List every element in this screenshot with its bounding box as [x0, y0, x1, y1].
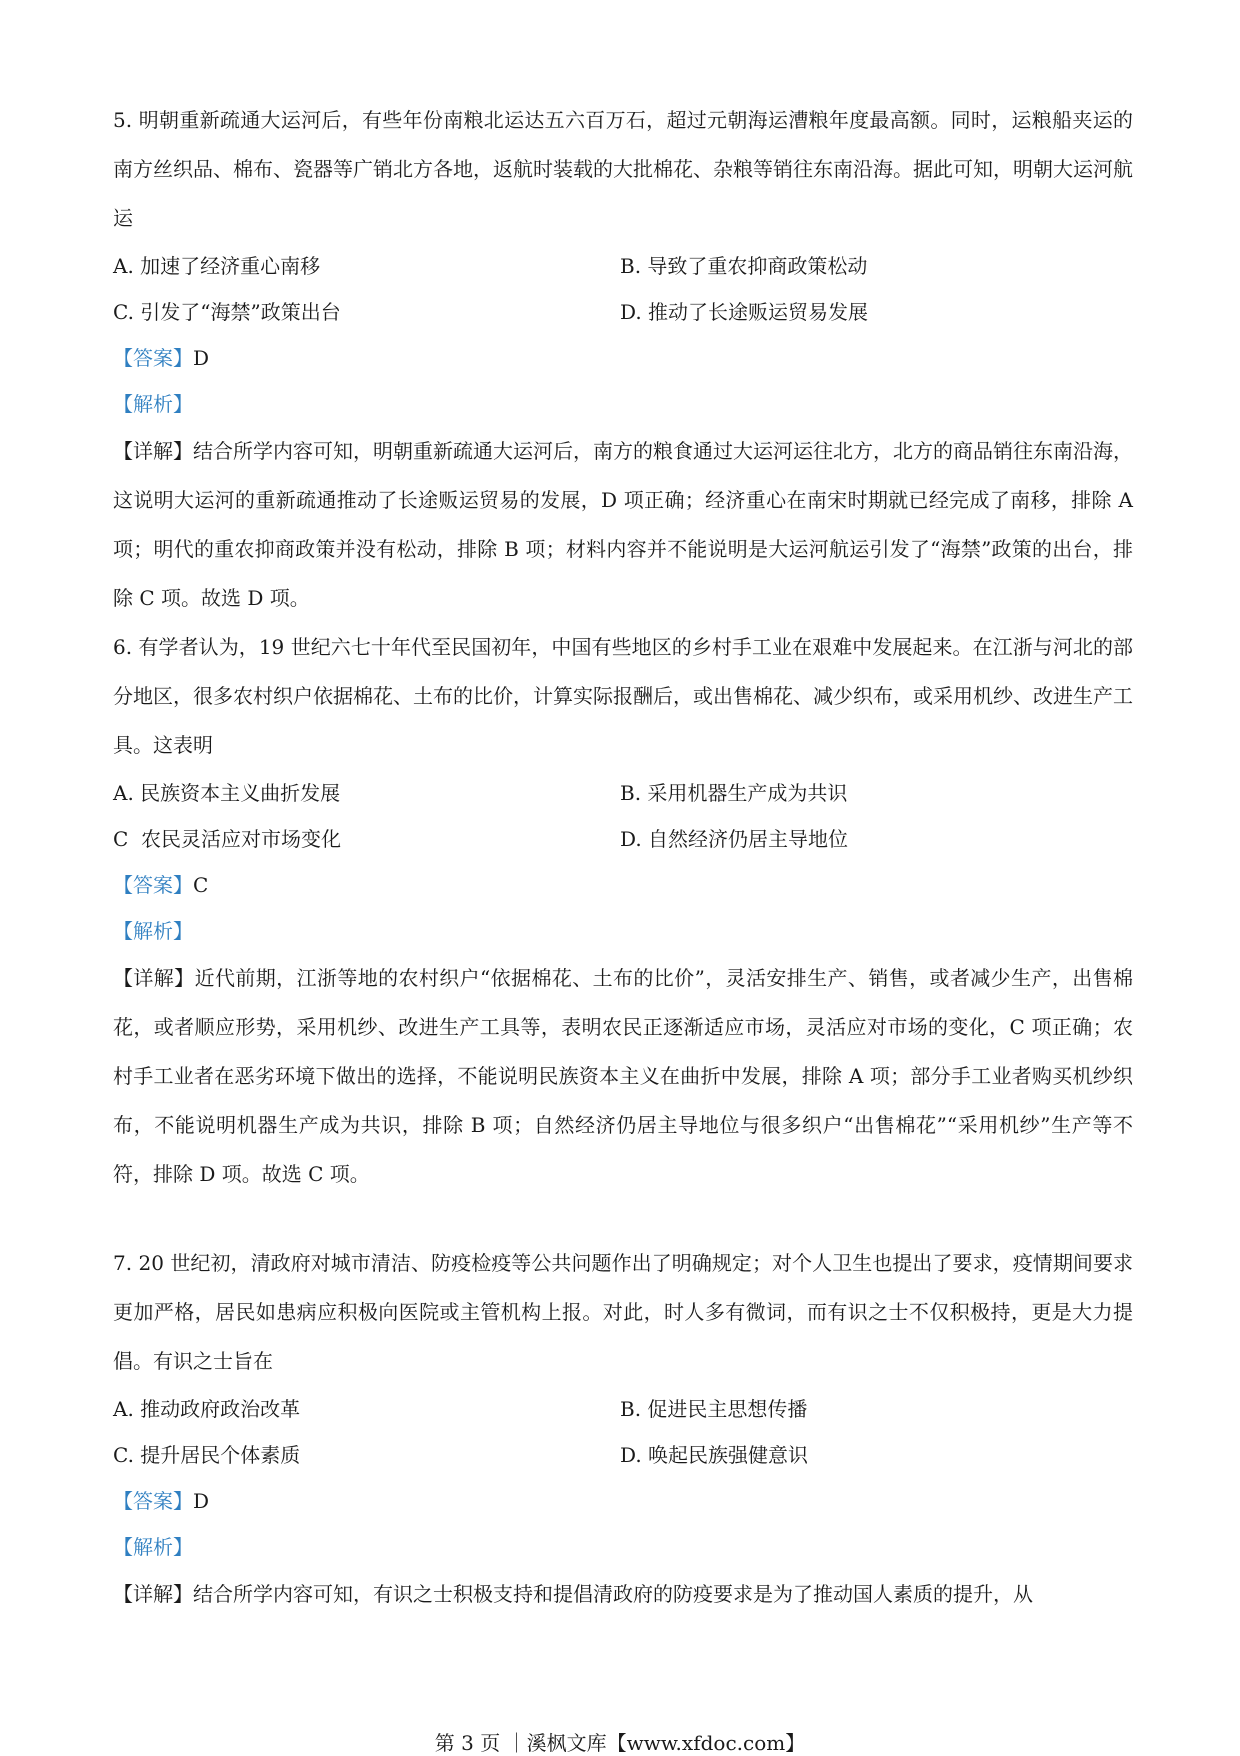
question-7-option-a: A. 推动政府政治改革 — [113, 1397, 301, 1421]
question-7-stem: 7. 20 世纪初，清政府对城市清洁、防疫检疫等公共问题作出了明确规定；对个人卫生也提出了要求，疫情期间要求更加严格，居民如患病应积极向医院或主管机构上报。对此，时人多有微词，而有识之士不仅积极持，更是大力提倡。有识之士旨在 — [113, 1251, 1133, 1373]
question-6-options-row-1 — [113, 770, 1133, 816]
answer-value: C — [193, 873, 209, 897]
question-7-option-d: D. 唤起民族强健意识 — [620, 1443, 809, 1467]
question-7-analysis — [113, 1524, 1133, 1570]
question-6-answer — [113, 862, 1133, 908]
page-footer: 第 3 页 ｜溪枫文库【www.xfdoc.com】 — [434, 1731, 806, 1755]
section-gap — [113, 1199, 1133, 1239]
detail-tag: 【详解】 — [113, 966, 195, 990]
question-7-option-b: B. 促进民主思想传播 — [620, 1397, 808, 1421]
question-5-option-d: D. 推动了长途贩运贸易发展 — [620, 300, 869, 324]
question-6-analysis — [113, 908, 1133, 954]
detail-text: 结合所学内容可知，有识之士积极支持和提倡清政府的防疫要求是为了推动国人素质的提升，从 — [193, 1582, 1033, 1606]
question-6-detail — [113, 954, 1133, 1199]
question-7-option-c: C. 提升居民个体素质 — [113, 1443, 301, 1467]
question-5-option-c: C. 引发了“海禁”政策出台 — [113, 300, 341, 324]
question-5-options-row-1 — [113, 243, 1133, 289]
answer-value: D — [193, 1489, 210, 1513]
question-6-options-row-2 — [113, 816, 1133, 862]
analysis-tag: 【解析】 — [113, 392, 193, 416]
detail-text: 结合所学内容可知，明朝重新疏通大运河后，南方的粮食通过大运河运往北方，北方的商品销往东南沿海，这说明大运河的重新疏通推动了长途贩运贸易的发展，D 项正确；经济重心在南宋时期就已经完成了南移，排除 A 项；明代的重农抑商政策并没有松动，排除 B 项；材料内容并不能说明是大运河航运引发了“海禁”政策的出台，排除 C 项。故选 D 项。 — [113, 439, 1133, 610]
question-6-option-a: A. 民族资本主义曲折发展 — [113, 781, 341, 805]
question-5-option-a: A. 加速了经济重心南移 — [113, 254, 321, 278]
answer-tag: 【答案】 — [113, 346, 193, 370]
answer-value: D — [193, 346, 210, 370]
answer-tag: 【答案】 — [113, 873, 193, 897]
question-5-option-b: B. 导致了重农抑商政策松动 — [620, 254, 868, 278]
question-5-analysis — [113, 381, 1133, 427]
question-6-option-b: B. 采用机器生产成为共识 — [620, 781, 848, 805]
question-6-option-c: C 农民灵活应对市场变化 — [113, 827, 342, 851]
question-5-options-row-2 — [113, 289, 1133, 335]
analysis-tag: 【解析】 — [113, 1535, 193, 1559]
analysis-tag: 【解析】 — [113, 919, 193, 943]
question-7-answer — [113, 1478, 1133, 1524]
question-5-detail — [113, 427, 1133, 623]
document-page — [113, 96, 1133, 1619]
question-5-stem: 5. 明朝重新疏通大运河后，有些年份南粮北运达五六百万石，超过元朝海运漕粮年度最高额。同时，运粮船夹运的南方丝织品、棉布、瓷器等广销北方各地，返航时装载的大批棉花、杂粮等销往东南沿海。据此可知，明朝大运河航运 — [113, 108, 1133, 230]
question-7-detail — [113, 1570, 1133, 1619]
question-6-stem: 6. 有学者认为，19 世纪六七十年代至民国初年，中国有些地区的乡村手工业在艰难中发展起来。在江浙与河北的部分地区，很多农村织户依据棉花、土布的比价，计算实际报酬后，或出售棉花、减少织布，或采用机纱、改进生产工具。这表明 — [113, 635, 1133, 757]
question-7-options-row-2 — [113, 1432, 1133, 1478]
detail-text: 近代前期，江浙等地的农村织户“依据棉花、土布的比价”，灵活安排生产、销售，或者减少生产，出售棉花，或者顺应形势，采用机纱、改进生产工具等，表明农民正逐渐适应市场，灵活应对市场的变化，C 项正确；农村手工业者在恶劣环境下做出的选择，不能说明民族资本主义在曲折中发展，排除 A 项；部分手工业者购买机纱织布，不能说明机器生产成为共识，排除 B 项；自然经济仍居主导地位与很多织户“出售棉花”“采用机纱”生产等不符，排除 D 项。故选 C 项。 — [113, 966, 1134, 1186]
detail-tag: 【详解】 — [113, 1582, 193, 1606]
question-5-answer — [113, 335, 1133, 381]
detail-tag: 【详解】 — [113, 439, 193, 463]
question-6-option-d: D. 自然经济仍居主导地位 — [620, 827, 849, 851]
question-7-options-row-1 — [113, 1386, 1133, 1432]
answer-tag: 【答案】 — [113, 1489, 193, 1513]
